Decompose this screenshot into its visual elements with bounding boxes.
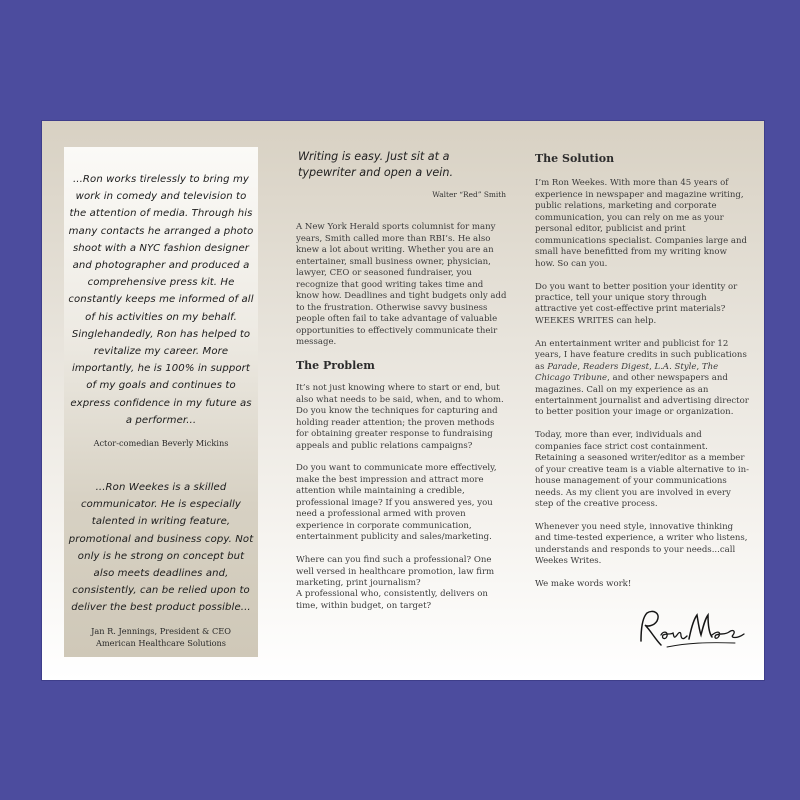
publication-la-style: L.A. Style (654, 361, 697, 372)
middle-column (296, 149, 508, 612)
solution-paragraph-2: Do you want to better position your identity or practice, tell your unique story through attractive yet cost-effective print materials? WEEKES WRITES can help. (535, 281, 738, 326)
testimonial-panel (64, 147, 258, 657)
credits-separator: , (696, 361, 702, 372)
attribution-name-title: Jan R. Jennings, President & CEO (91, 625, 231, 636)
testimonial-quote-jennings: ...Ron Weekes is a skilled communicator. He is especially talented in writing feature, promotional and business copy. Not only is he strong on concept but also meets deadlines and, consistently, can be relied upon to deliver the best product possible... (68, 482, 254, 614)
testimonial-quote-mickins: ...Ron works tirelessly to bring my work in comedy and television to the attention of media. Through his many contacts he arranged a photo shoot with a NYC fashion designer and photographer and produced a comprehensive press kit. He constantly keeps me informed of all of his activities on my behalf. Singlehandedly, Ron has helped to revitalize my career. More importantly, he is 100% in support of my goals and continues to express confidence in my future as a performer... (68, 174, 254, 426)
signature-image (637, 605, 747, 653)
brochure-sheet (42, 121, 764, 680)
problem-paragraph-1: It’s not just knowing where to start or end, but also what needs to be said, when, and to whom. Do you know the techniques for capturing and holding reader attention; the proven methods for obtaining greater response to fundraising appeals and public relations campaigns? (296, 383, 504, 451)
epigraph-quote: Writing is easy. Just sit at a typewriter and open a vein. (298, 150, 454, 179)
publication-chicago-tribune: The Chicago Tribune (535, 361, 719, 384)
right-column (535, 153, 749, 602)
publication-parade: Parade (547, 361, 578, 372)
credits-lead: An entertainment writer and publicist for 12 years, I have feature credits in such publications as (535, 338, 747, 372)
solution-paragraph-3 (535, 339, 749, 419)
epigraph-author: Walter “Red” Smith (432, 190, 506, 199)
solution-paragraph-4: Today, more than ever, individuals and companies face strict cost containment. Retaining a seasoned writer/editor as a member of your creative team is a viable alternative to in-house management of your communications needs. As my client you are involved in every step of the creative process. (535, 430, 750, 510)
attribution-company: American Healthcare Solutions (95, 637, 227, 648)
problem-paragraph-3 (296, 555, 508, 612)
problem-question: Where can you find such a professional? One well versed in healthcare promotion, law firm marketing, print journalism? (296, 555, 495, 588)
testimonial-attribution-jennings (68, 625, 254, 649)
solution-paragraph-5: Whenever you need style, innovative thinking and time-tested experience, a writer who listens, understands and responds to your needs...call Weekes Writes. (535, 521, 748, 567)
credits-tail: , and other newspapers and magazines. Call on my experience as an entertainment journalist and advertising director to better position your image or organization. (535, 373, 749, 418)
solution-paragraph-1: I’m Ron Weekes. With more than 45 years of experience in newspaper and magazine writing, public relations, marketing and corporate communication, you can rely on me as your personal editor, publicist and print communications specialist. Companies large and small have benefitted from my writing know how. So can you. (535, 178, 747, 269)
intro-paragraph: A New York Herald sports columnist for many years, Smith called more than RBI’s. He also knew a lot about writing. Whether you are an entertainer, small business owner, physician, lawyer, CEO or seasoned fundraiser, you recognize that good writing takes time and know how. Deadlines and tight budgets only add to the frustration. Otherwise savvy business people often fail to take advantage of valuable opportunities to effectively communicate their message. (296, 222, 507, 347)
testimonial-attribution-mickins: Actor-comedian Beverly Mickins (93, 438, 229, 449)
solution-heading: The Solution (535, 152, 615, 165)
credits-separator: , (577, 361, 583, 372)
credits-separator: , (649, 361, 655, 372)
problem-paragraph-2: Do you want to communicate more effectively, make the best impression and attract more attention while maintaining a credible, professional image? If you answered yes, you need a professional armed with proven experience in corporate communication, entertainment publicity and sales/marketing. (296, 463, 497, 543)
publication-readers-digest: Readers Digest (582, 361, 650, 372)
problem-heading: The Problem (296, 358, 375, 372)
problem-answer: A professional who, consistently, delivers on time, within budget, on target? (296, 589, 488, 611)
closing-tagline: We make words work! (535, 579, 632, 590)
